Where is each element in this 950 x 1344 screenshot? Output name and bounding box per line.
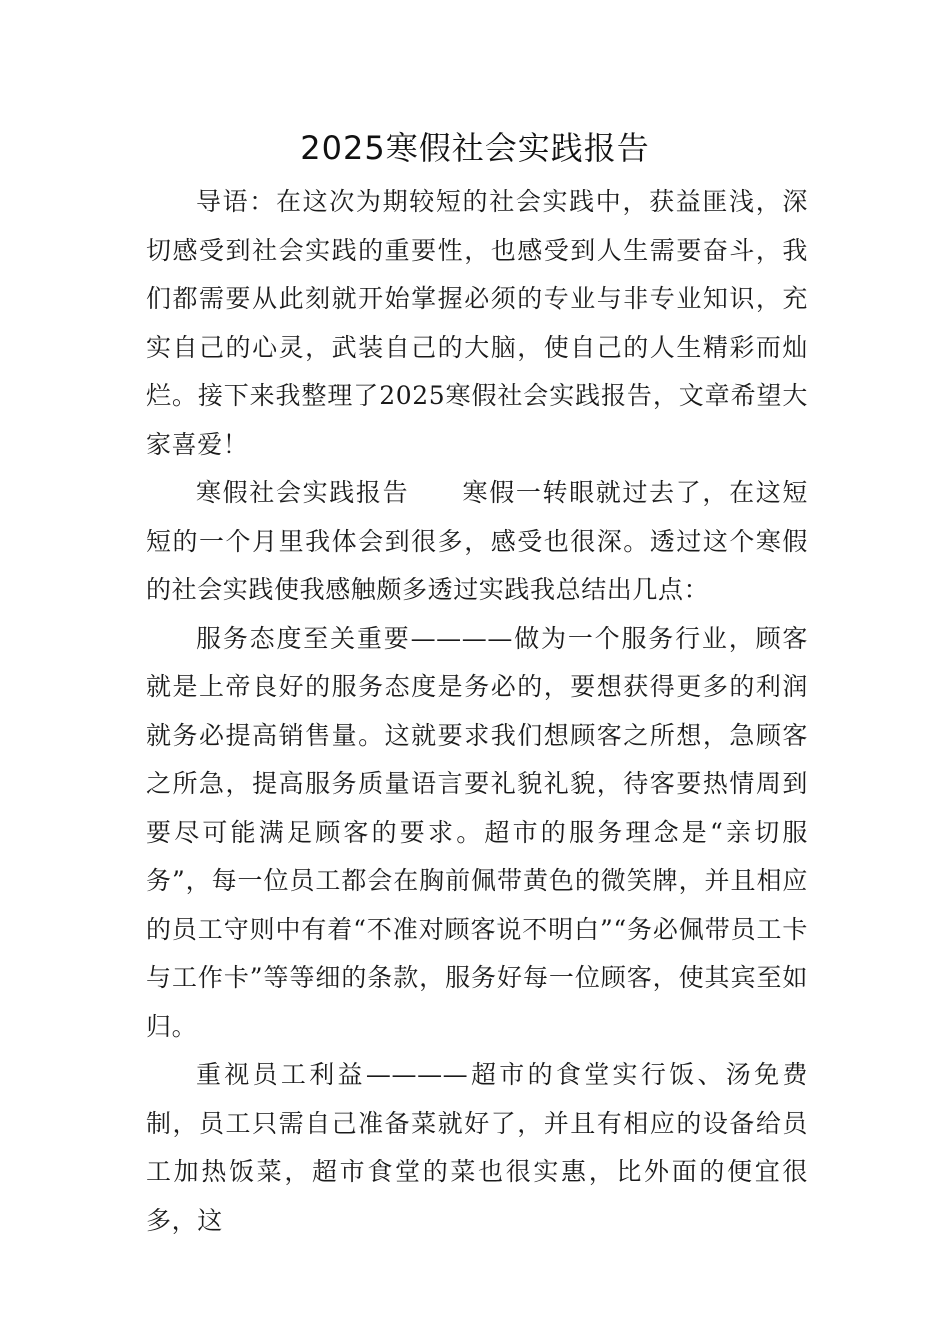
document-body — [146, 178, 808, 1245]
document-title: 2025寒假社会实践报告 — [300, 129, 650, 167]
paragraph-service-attitude: 服务态度至关重要————做为一个服务行业，顾客就是上帝良好的服务态度是务必的，要想获得更多的利润就务必提高销售量。这就要求我们想顾客之所想，急顾客之所急，提高服务质量语言要礼貌礼貌，待客要热情周到要尽可能满足顾客的要求。超市的服务理念是“亲切服务”，每一位员工都会在胸前佩带黄色的微笑牌，并且相应的员工守则中有着“不准对顾客说不明白”“务必佩带员工卡与工作卡”等等细的条款，服务好每一位顾客，使其宾至如归。 — [146, 623, 808, 1041]
paragraph-intro: 导语：在这次为期较短的社会实践中，获益匪浅，深切感受到社会实践的重要性，也感受到人生需要奋斗，我们都需要从此刻就开始掌握必须的专业与非专业知识，充实自己的心灵，武装自己的大脑，使自己的人生精彩而灿烂。接下来我整理了2025寒假社会实践报告，文章希望大家喜爱！ — [146, 187, 808, 459]
paragraph-report-start: 寒假社会实践报告 寒假一转眼就过去了，在这短短的一个月里我体会到很多，感受也很深。透过这个寒假的社会实践使我感触颇多透过实践我总结出几点： — [146, 478, 808, 604]
paragraph-employee-benefits: 重视员工利益————超市的食堂实行饭、汤免费制，员工只需自己准备菜就好了，并且有相应的设备给员工加热饭菜，超市食堂的菜也很实惠，比外面的便宜很多，这 — [146, 1060, 808, 1235]
